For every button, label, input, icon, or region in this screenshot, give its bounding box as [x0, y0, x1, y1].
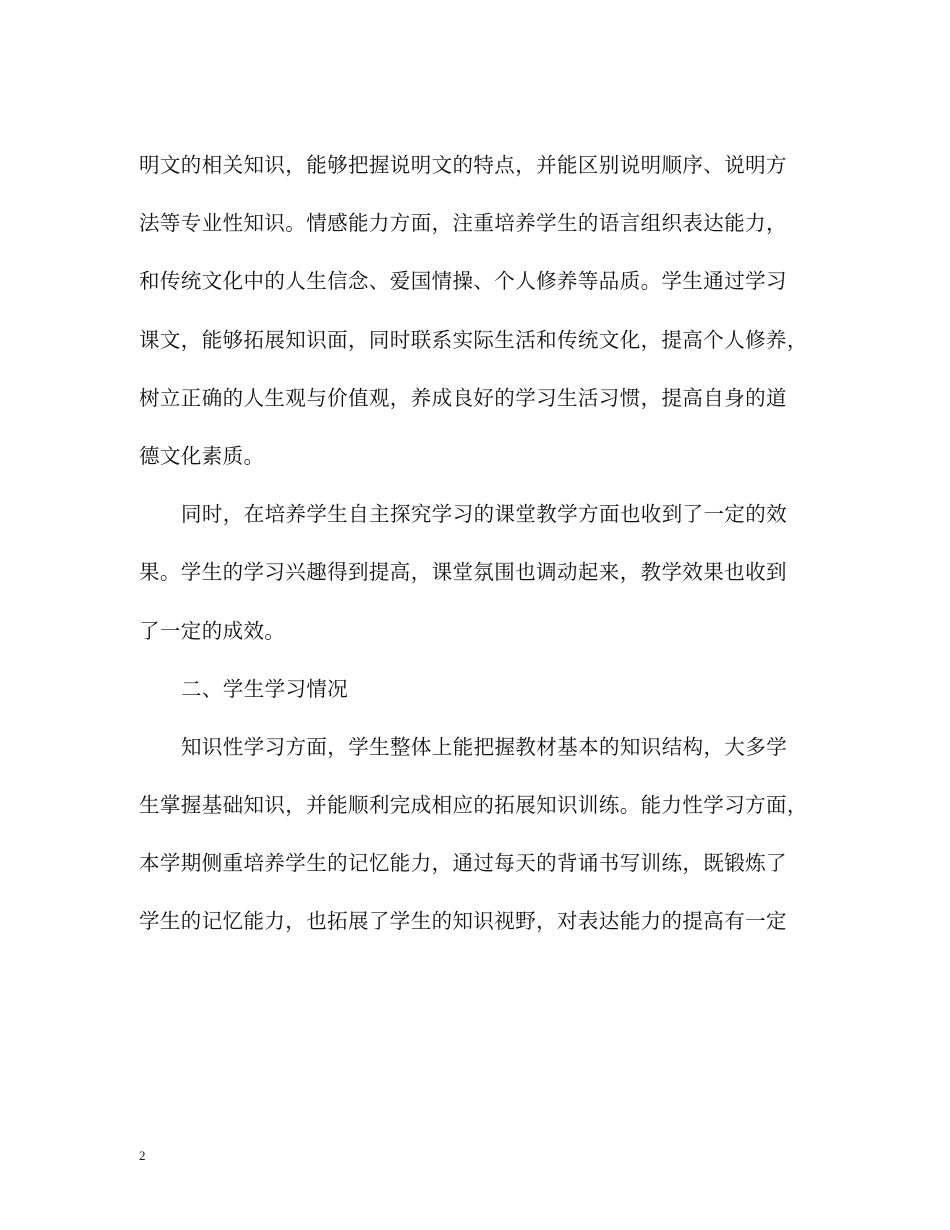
- text-line: 明文的相关知识，能够把握说明文的特点，并能区别说明顺序、说明方: [139, 153, 787, 177]
- text-line: 树立正确的人生观与价值观，养成良好的学习生活习惯，提高自身的道: [139, 385, 787, 410]
- text-line: 本学期侧重培养学生的记忆能力，通过每天的背诵书写训练，既锻炼了: [139, 851, 787, 876]
- text-line: 和传统文化中的人生信念、爱国情操、个人修养等品质。学生通过学习: [139, 269, 787, 294]
- page-number: 2: [139, 1148, 146, 1163]
- text-line: 学生的记忆能力，也拓展了学生的知识视野，对表达能力的提高有一定: [139, 909, 787, 934]
- text-line: 同时，在培养学生自主探究学习的课堂教学方面也收到了一定的效: [181, 502, 788, 527]
- section-heading: 二、学生学习情况: [181, 676, 349, 701]
- text-line: 课文，能够拓展知识面，同时联系实际生活和传统文化，提高个人修养，: [139, 327, 808, 352]
- text-line: 知识性学习方面，学生整体上能把握教材基本的知识结构，大多学: [181, 734, 788, 759]
- text-line: 果。学生的学习兴趣得到提高，课堂氛围也调动起来，教学效果也收到: [139, 560, 787, 585]
- body-text: [139, 136, 825, 951]
- text-line: 了一定的成效。: [139, 618, 286, 643]
- text-line: 德文化素质。: [139, 443, 265, 468]
- text-line: 法等专业性知识。情感能力方面，注重培养学生的语言组织表达能力，: [139, 211, 787, 236]
- text-line: 生掌握基础知识，并能顺利完成相应的拓展知识训练。能力性学习方面，: [139, 793, 808, 818]
